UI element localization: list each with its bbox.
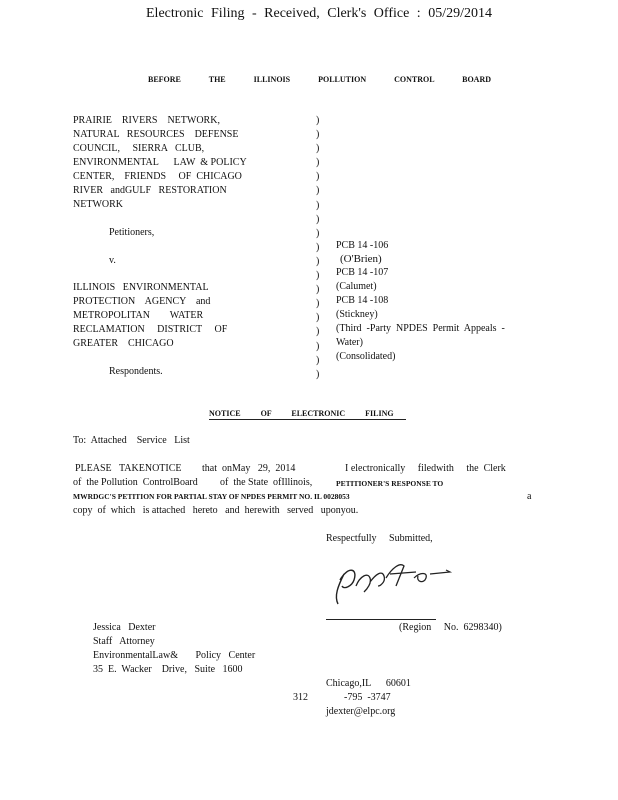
caption-paren: ) — [316, 227, 320, 239]
signer-address: 35 E. Wacker Drive, Suite 1600 — [93, 664, 243, 675]
board-title: BEFORE THE ILLINOIS POLLUTION CONTROL BOARD — [148, 75, 492, 84]
caption-paren: ) — [316, 115, 320, 126]
caption-paren: ) — [316, 368, 320, 380]
respondent-line: ILLINOIS ENVIRONMENTAL — [73, 282, 209, 293]
case-type: Water) — [336, 337, 363, 348]
body-text: that onMay 29, 2014 — [202, 463, 296, 474]
petitioner-line: RIVER andGULF RESTORATION — [73, 185, 227, 196]
caption-paren: ) — [316, 255, 320, 267]
caption-paren: ) — [316, 354, 320, 366]
petitioner-line: NATURAL RESOURCES DEFENSE — [73, 129, 239, 140]
caption-paren: ) — [316, 199, 320, 211]
caption-paren: ) — [316, 298, 320, 310]
notice-title-underline — [209, 419, 406, 420]
case-number: PCB 14 -108 — [336, 295, 389, 306]
respondents-label: Respondents. — [109, 366, 163, 377]
case-type: (Third -Party NPDES Permit Appeals - — [336, 323, 505, 334]
petitioners-label: Petitioners, — [109, 227, 155, 238]
body-text: PLEASE TAKENOTICE — [75, 463, 182, 474]
case-name: (Stickney) — [336, 309, 378, 320]
caption-paren: ) — [316, 270, 320, 282]
signer-city: Chicago,IL 60601 — [326, 678, 411, 689]
caption-paren: ) — [316, 171, 320, 183]
signer-phone: -795 -3747 — [344, 692, 391, 703]
body-text: of the State ofIllinois, — [220, 477, 313, 488]
signer-organization: EnvironmentalLaw& Policy Center — [93, 650, 256, 661]
respondent-line: PROTECTION AGENCY and — [73, 296, 211, 307]
caption-paren-column — [316, 114, 319, 382]
caption-paren: ) — [316, 326, 320, 338]
to-line: To: Attached Service List — [73, 435, 190, 446]
case-number: PCB 14 -107 — [336, 267, 389, 278]
document-title: PETITIONER'S RESPONSE TO — [336, 479, 444, 488]
respondent-line: METROPOLITAN WATER — [73, 310, 204, 321]
signer-area-code: 312 — [293, 692, 308, 703]
caption-paren: ) — [316, 241, 320, 253]
caption-paren: ) — [316, 213, 320, 225]
caption-paren: ) — [316, 157, 320, 169]
caption-paren: ) — [316, 129, 320, 141]
petitioner-line: CENTER, FRIENDS OF CHICAGO — [73, 171, 242, 182]
case-consolidated: (Consolidated) — [336, 351, 396, 362]
case-name: (Calumet) — [336, 281, 377, 292]
petitioner-line: NETWORK — [73, 199, 123, 210]
signer-email: jdexter@elpc.org — [326, 706, 396, 717]
document-title: MWRDGC'S PETITION FOR PARTIAL STAY OF NPDES PERMIT NO. IL 0028053 — [73, 492, 350, 501]
caption-paren: ) — [316, 312, 320, 324]
body-text: a — [527, 491, 532, 502]
notice-title: NOTICE OF ELECTRONIC FILING — [209, 409, 394, 418]
caption-paren: ) — [316, 185, 320, 197]
caption-paren: ) — [316, 284, 320, 296]
filing-stamp-header: Electronic Filing - Received, Clerk's Office : 05/29/2014 — [146, 6, 492, 21]
caption-paren: ) — [316, 143, 320, 155]
signer-title: Staff Attorney — [93, 636, 155, 647]
case-number: PCB 14 -106 — [336, 240, 389, 251]
body-text: I electronically filedwith the Clerk — [345, 463, 506, 474]
respondent-line: GREATER CHICAGO — [73, 338, 174, 349]
petitioner-line: COUNCIL, SIERRA CLUB, — [73, 143, 205, 154]
versus-label: v. — [109, 255, 116, 266]
body-text: of the Pollution ControlBoard — [73, 477, 198, 488]
signature-line — [326, 619, 436, 620]
closing: Respectfully Submitted, — [326, 533, 433, 544]
respondent-line: RECLAMATION DISTRICT OF — [73, 324, 228, 335]
caption-paren: ) — [316, 340, 320, 352]
region-number: (Region No. 6298340) — [399, 622, 502, 633]
signer-name: Jessica Dexter — [93, 622, 156, 633]
handwritten-signature — [330, 556, 460, 608]
body-text: copy of which is attached hereto and herewith served uponyou. — [73, 505, 359, 516]
petitioner-line: ENVIRONMENTAL LAW & POLICY — [73, 157, 247, 168]
petitioner-line: PRAIRIE RIVERS NETWORK, — [73, 115, 220, 126]
case-name: (O'Brien) — [340, 253, 382, 265]
